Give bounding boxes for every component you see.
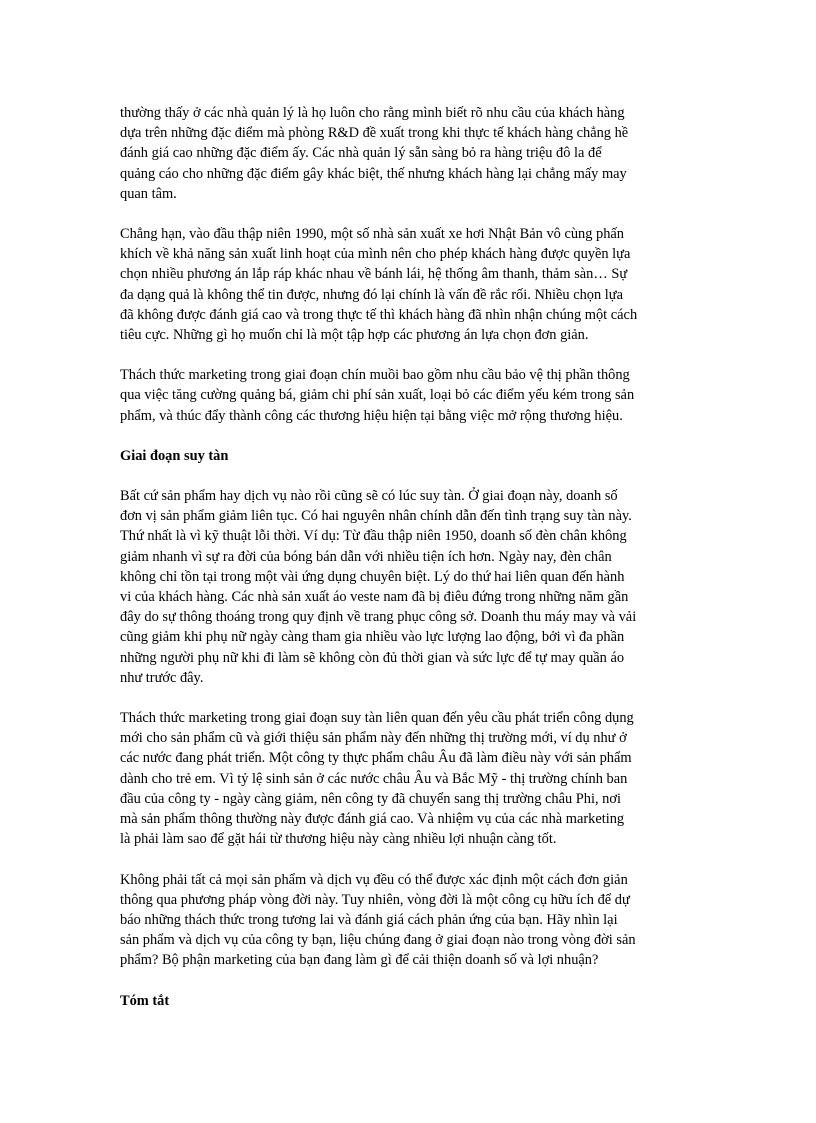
text-line: vi của khách hàng. Các nhà sản xuất áo veste nam đã bị điêu đứng trong những năm gần xyxy=(120,589,629,606)
text-line: Chẳng hạn, vào đầu thập niên 1990, một số nhà sản xuất xe hơi Nhật Bản vô cùng phấn xyxy=(120,226,624,243)
text-line: giảm nhanh vì sự ra đời của bóng bán dẫn với nhiều tiện ích hơn. Ngày nay, đèn chân xyxy=(120,548,612,565)
text-line: sản phẩm và dịch vụ của công ty bạn, liệu chúng đang ở giai đoạn nào trong vòng đời sản xyxy=(120,932,636,949)
section-heading-summary: Tóm tắt xyxy=(120,992,170,1009)
text-line: chọn nhiều phương án lắp ráp khác nhau về bánh lái, hệ thống âm thanh, thảm sàn… Sự xyxy=(120,266,628,283)
text-line: cũng giảm khi phụ nữ ngày càng tham gia nhiều vào lực lượng lao động, bởi vì đa phần xyxy=(120,629,625,646)
text-line: quan tâm. xyxy=(120,185,177,202)
text-line: Không phải tất cả mọi sản phẩm và dịch vụ đều có thể được xác định một cách đơn giản xyxy=(120,871,628,888)
paragraph-3 xyxy=(120,365,696,426)
text-line: như trước đây. xyxy=(120,669,204,686)
text-line: đây do sự thông thoáng trong quy định về trang phục công sở. Doanh thu máy may và vải xyxy=(120,609,637,626)
text-line: Thách thức marketing trong giai đoạn chín muồi bao gồm nhu cầu bảo vệ thị phần thông xyxy=(120,367,630,384)
text-line: thông qua phương pháp vòng đời này. Tuy nhiên, vòng đời là một công cụ hữu ích để dự xyxy=(120,891,630,908)
text-line: đa dạng quả là không thể tin được, nhưng đó lại chính là vấn đề rắc rối. Nhiều chọn lựa xyxy=(120,286,623,303)
text-line: dành cho trẻ em. Vì tỷ lệ sinh sản ở các nước châu Âu và Bắc Mỹ - thị trường chính ban xyxy=(120,770,628,787)
text-line: mới cho sản phẩm cũ và giới thiệu sản phẩm này đến những thị trường mới, ví dụ như ở xyxy=(120,730,627,747)
text-line: đơn vị sản phẩm giảm liên tục. Có hai nguyên nhân chính dẫn đến tình trạng suy tàn này. xyxy=(120,508,632,525)
paragraph-5 xyxy=(120,708,696,849)
text-line: những người phụ nữ khi đi làm sẽ không còn đủ thời gian và sức lực để tự may quần áo xyxy=(120,649,625,666)
text-line: đầu của công ty - ngày càng giảm, nên công ty đã chuyển sang thị trường châu Phi, nơi xyxy=(120,790,621,807)
text-line: tiêu cực. Những gì họ muốn chỉ là một tập hợp các phương án lựa chọn đơn giản. xyxy=(120,327,589,344)
section-heading-decline: Giai đoạn suy tàn xyxy=(120,447,229,464)
text-line: không chỉ tồn tại trong một vài ứng dụng chuyên biệt. Lý do thứ hai liên quan đến hành xyxy=(120,568,625,585)
text-line: các nước đang phát triển. Một công ty thực phẩm châu Âu đã làm điều này với sản phẩm xyxy=(120,750,632,767)
text-line: Bất cứ sản phẩm hay dịch vụ nào rồi cũng sẽ có lúc suy tàn. Ở giai đoạn này, doanh số xyxy=(120,488,618,505)
text-line: thường thấy ở các nhà quản lý là họ luôn cho rằng mình biết rõ nhu cầu của khách hàng xyxy=(120,105,625,121)
document-body xyxy=(120,103,696,1031)
paragraph-2 xyxy=(120,224,696,345)
text-line: dựa trên những đặc điểm mà phòng R&D đề xuất trong khi thực tế khách hàng chẳng hề xyxy=(120,125,629,142)
text-line: Thứ nhất là vì kỹ thuật lỗi thời. Ví dụ: Từ đầu thập niên 1950, doanh số đèn chân không xyxy=(120,528,627,545)
text-line: qua việc tăng cường quảng bá, giảm chi phí sản xuất, loại bỏ các điểm yếu kém trong sản xyxy=(120,387,635,404)
text-line: đã không được đánh giá cao và trong thực tế thì khách hàng đã nhìn nhận chúng một cách xyxy=(120,306,638,323)
text-line: Thách thức marketing trong giai đoạn suy tàn liên quan đến yêu cầu phát triển công dụng xyxy=(120,710,634,727)
text-line: mà sản phẩm thông thường này được đánh giá cao. Và nhiệm vụ của các nhà marketing xyxy=(120,811,625,828)
text-line: đánh giá cao những đặc điểm ấy. Các nhà quản lý sẵn sàng bỏ ra hàng triệu đô la để xyxy=(120,145,602,162)
text-line: phẩm? Bộ phận marketing của bạn đang làm gì để cải thiện doanh số và lợi nhuận? xyxy=(120,952,599,969)
paragraph-1 xyxy=(120,103,696,204)
text-line: phẩm, và thúc đẩy thành công các thương hiệu hiện tại bằng việc mở rộng thương hiệu. xyxy=(120,407,623,424)
text-line: báo những thách thức trong tương lai và đánh giá cách phản ứng của bạn. Hãy nhìn lại xyxy=(120,911,618,928)
paragraph-4 xyxy=(120,486,696,688)
text-line: quảng cáo cho những đặc điểm gây khác biệt, thế nhưng khách hàng lại chẳng mấy may xyxy=(120,165,627,182)
text-line: là phải làm sao để gặt hái từ thương hiệu này càng nhiều lợi nhuận càng tốt. xyxy=(120,831,557,848)
text-line: khích về khả năng sản xuất linh hoạt của mình nên cho phép khách hàng được quyền lựa xyxy=(120,246,631,263)
paragraph-6 xyxy=(120,870,696,971)
